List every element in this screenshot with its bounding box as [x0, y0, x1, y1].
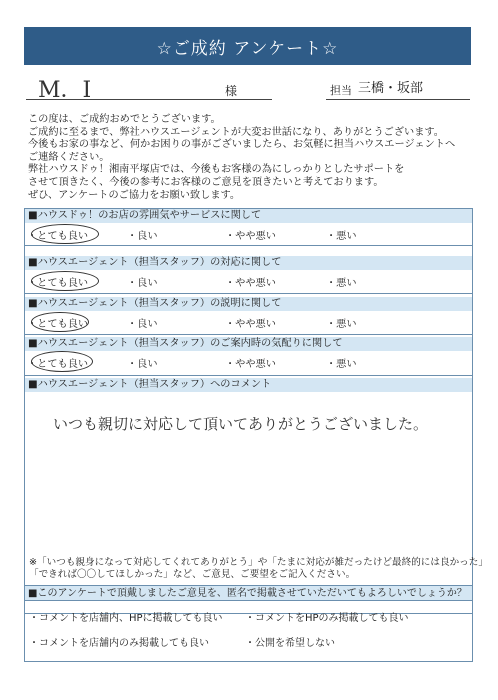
customer-name-underline	[26, 99, 272, 100]
selected-circle-mark	[31, 224, 99, 244]
option-very-good[interactable]: ・とても良い	[27, 319, 89, 330]
intro-line: ご連絡ください。	[28, 151, 110, 163]
option-good[interactable]: ・良い	[127, 319, 158, 330]
question-3-label: ■ハウスエージェント（担当スタッフ）の説明に関して	[25, 297, 472, 311]
option-store-and-hp[interactable]: ・コメントを店舗内、HPに掲載しても良い	[29, 613, 223, 624]
divider	[25, 334, 472, 335]
question-1-options	[25, 223, 472, 245]
question-1-label: ■ハウスドゥ！のお店の雰囲気やサービスに関して	[25, 209, 472, 223]
customer-name: M．I	[38, 78, 92, 103]
option-very-good[interactable]: ・とても良い	[27, 359, 89, 370]
option-bad[interactable]: ・悪い	[326, 231, 357, 242]
option-good[interactable]: ・良い	[127, 359, 158, 370]
question-3-options	[25, 311, 472, 333]
selected-circle-mark	[31, 271, 99, 291]
option-somewhat-bad[interactable]: ・やや悪い	[225, 278, 276, 289]
selected-circle-mark	[31, 312, 89, 332]
comment-note-line-1: ※「いつも親身になって対応してくれてありがとう」や「たまに対応が雑だったけど最終的には良かった」	[29, 557, 488, 568]
option-hp-only[interactable]: ・コメントをHPのみ掲載しても良い	[245, 613, 409, 624]
option-bad[interactable]: ・悪い	[326, 319, 357, 330]
intro-line: 今後もお家の事など、何かお困りの事がございましたら、お気軽に担当ハウスエージェントへ	[28, 139, 456, 151]
customer-honorific: 様	[225, 84, 238, 98]
option-no-publish[interactable]: ・公開を希望しない	[245, 638, 335, 649]
intro-line: ぜひ、アンケートのご協力をお願い致します。	[28, 189, 241, 201]
question-4-label: ■ハウスエージェント（担当スタッフ）のご案内時の気配りに関して	[25, 337, 472, 351]
option-somewhat-bad[interactable]: ・やや悪い	[225, 359, 276, 370]
survey-title: ☆ご成約 アンケート☆	[24, 27, 471, 65]
staff-underline	[326, 99, 470, 100]
intro-message	[28, 114, 478, 202]
staff-names: 三橋・坂部	[358, 81, 424, 96]
publication-question-label: ■このアンケートで頂戴しましたご意見を、匿名で掲載させていただいてもよろしいでしょうか？	[24, 585, 473, 600]
survey-form	[24, 208, 488, 614]
option-very-good[interactable]: ・とても良い	[27, 231, 89, 242]
option-bad[interactable]: ・悪い	[326, 359, 357, 370]
divider	[25, 245, 472, 246]
intro-line: させて頂きたく、今後の参考にお客様のご意見を頂きたいと考えております。	[28, 176, 384, 188]
intro-line: 弊社ハウスドゥ！湘南平塚店では、今後もお客様の為にしっかりとしたサポートを	[28, 164, 405, 176]
staff-label: 担当	[330, 84, 352, 97]
option-good[interactable]: ・良い	[127, 278, 158, 289]
divider	[25, 293, 472, 294]
option-good[interactable]: ・良い	[127, 231, 158, 242]
divider	[25, 375, 472, 376]
comment-label: ■ハウスエージェント（担当スタッフ）へのコメント	[25, 378, 472, 392]
option-bad[interactable]: ・悪い	[326, 278, 357, 289]
question-2-options	[25, 270, 472, 292]
selected-circle-mark	[31, 351, 93, 372]
publication-options	[24, 600, 473, 662]
intro-line: この度は、ご成約おめでとうございます。	[28, 114, 221, 125]
comment-note-line-2: 「できれば〇〇してほしかった」など、ご意見、ご要望をご記入ください。	[29, 569, 356, 580]
option-somewhat-bad[interactable]: ・やや悪い	[225, 319, 276, 330]
comment-handwritten-text: いつも親切に対応して頂いてありがとうございました。	[53, 415, 429, 433]
question-2-label: ■ハウスエージェント（担当スタッフ）の対応に関して	[25, 256, 472, 270]
intro-line: ご成約に至るまで、弊社ハウスエージェントが大変お世話になり、ありがとうございます。	[28, 126, 444, 138]
option-very-good[interactable]: ・とても良い	[27, 278, 89, 289]
option-somewhat-bad[interactable]: ・やや悪い	[225, 231, 276, 242]
question-4-options	[25, 351, 472, 373]
option-store-only[interactable]: ・コメントを店舗内のみ掲載しても良い	[29, 638, 209, 649]
